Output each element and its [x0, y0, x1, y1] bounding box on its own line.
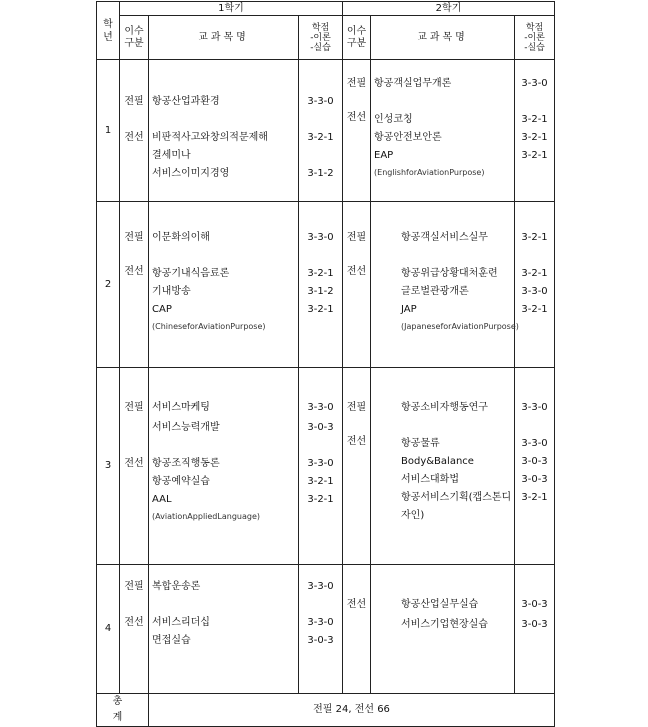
s1-type-cell: 전필 전선 [120, 202, 149, 368]
s2-course-header: 교과목명 [371, 16, 515, 60]
year-label: 3 [97, 368, 120, 565]
s2-type-cell: 전필 전선 [343, 368, 371, 565]
total-value: 전필 24, 전선 66 [149, 694, 555, 727]
s1-course-cell: 항공산업과환경 비판적사고와창의적문제해 결세미나 서비스이미지경영 [149, 60, 299, 202]
s2-course-cell: 항공소비자행동연구 항공물류 Body&Balance 서비스대화법 항공서비스기획(캡스톤디 자인) [371, 368, 515, 565]
s1-credit-header: 학점 -이론 -실습 [299, 16, 343, 60]
s2-type-cell: 전필 전선 [343, 60, 371, 202]
total-label: 총 계 [97, 694, 149, 727]
s1-credit-cell: 3-3-0 3-0-3 3-3-0 3-2-1 3-2-1 [299, 368, 343, 565]
year-header: 학년 [97, 2, 120, 60]
s1-type-header: 이수구분 [120, 16, 149, 60]
s2-credit-header: 학점 -이론 -실습 [515, 16, 555, 60]
s2-credit-cell: 3-2-1 3-2-1 3-3-0 3-2-1 [515, 202, 555, 368]
s2-course-cell: 항공객실서비스실무 항공위급상황대처훈련 글로벌관광개론 JAP (JapaneseforAviationPurpose) [371, 202, 515, 368]
year-row-2 [97, 202, 555, 368]
s2-type-cell: 전선 [343, 565, 371, 694]
s1-type-cell: 전필 전선 [120, 368, 149, 565]
semester2-header: 2학기 [343, 2, 555, 16]
semester1-header: 1학기 [120, 2, 343, 16]
s2-type-header: 이수구분 [343, 16, 371, 60]
year-label: 1 [97, 60, 120, 202]
s1-type-cell: 전필 전선 [120, 60, 149, 202]
s1-course-header: 교과목명 [149, 16, 299, 60]
s1-credit-cell: 3-3-0 3-2-1 3-1-2 3-2-1 [299, 202, 343, 368]
year-row-1 [97, 60, 555, 202]
s2-credit-cell: 3-3-0 3-2-1 3-2-1 3-2-1 [515, 60, 555, 202]
curriculum-table [96, 1, 555, 727]
s2-course-cell: 항공객실업무개론 인성코칭 항공안전보안론 EAP (EnglishforAviationPurpose) [371, 60, 515, 202]
s2-type-cell: 전필 전선 [343, 202, 371, 368]
s2-course-cell: 항공산업실무실습 서비스기업현장실습 [371, 565, 515, 694]
s1-course-cell: 이문화의이해 항공기내식음료론 기내방송 CAP (ChineseforAviationPurpose) [149, 202, 299, 368]
s1-course-cell: 서비스마케팅 서비스능력개발 항공조직행동론 항공예약실습 AAL (AviationAppliedLanguage) [149, 368, 299, 565]
year-label: 2 [97, 202, 120, 368]
s2-credit-cell: 3-0-3 3-0-3 [515, 565, 555, 694]
year-row-4 [97, 565, 555, 694]
year-row-3 [97, 368, 555, 565]
s1-type-cell: 전필 전선 [120, 565, 149, 694]
s1-course-cell: 복합운송론 서비스리더십 면접실습 [149, 565, 299, 694]
s1-credit-cell: 3-3-0 3-3-0 3-0-3 [299, 565, 343, 694]
s2-credit-cell: 3-3-0 3-3-0 3-0-3 3-0-3 3-2-1 [515, 368, 555, 565]
s1-credit-cell: 3-3-0 3-2-1 3-1-2 [299, 60, 343, 202]
year-label: 4 [97, 565, 120, 694]
